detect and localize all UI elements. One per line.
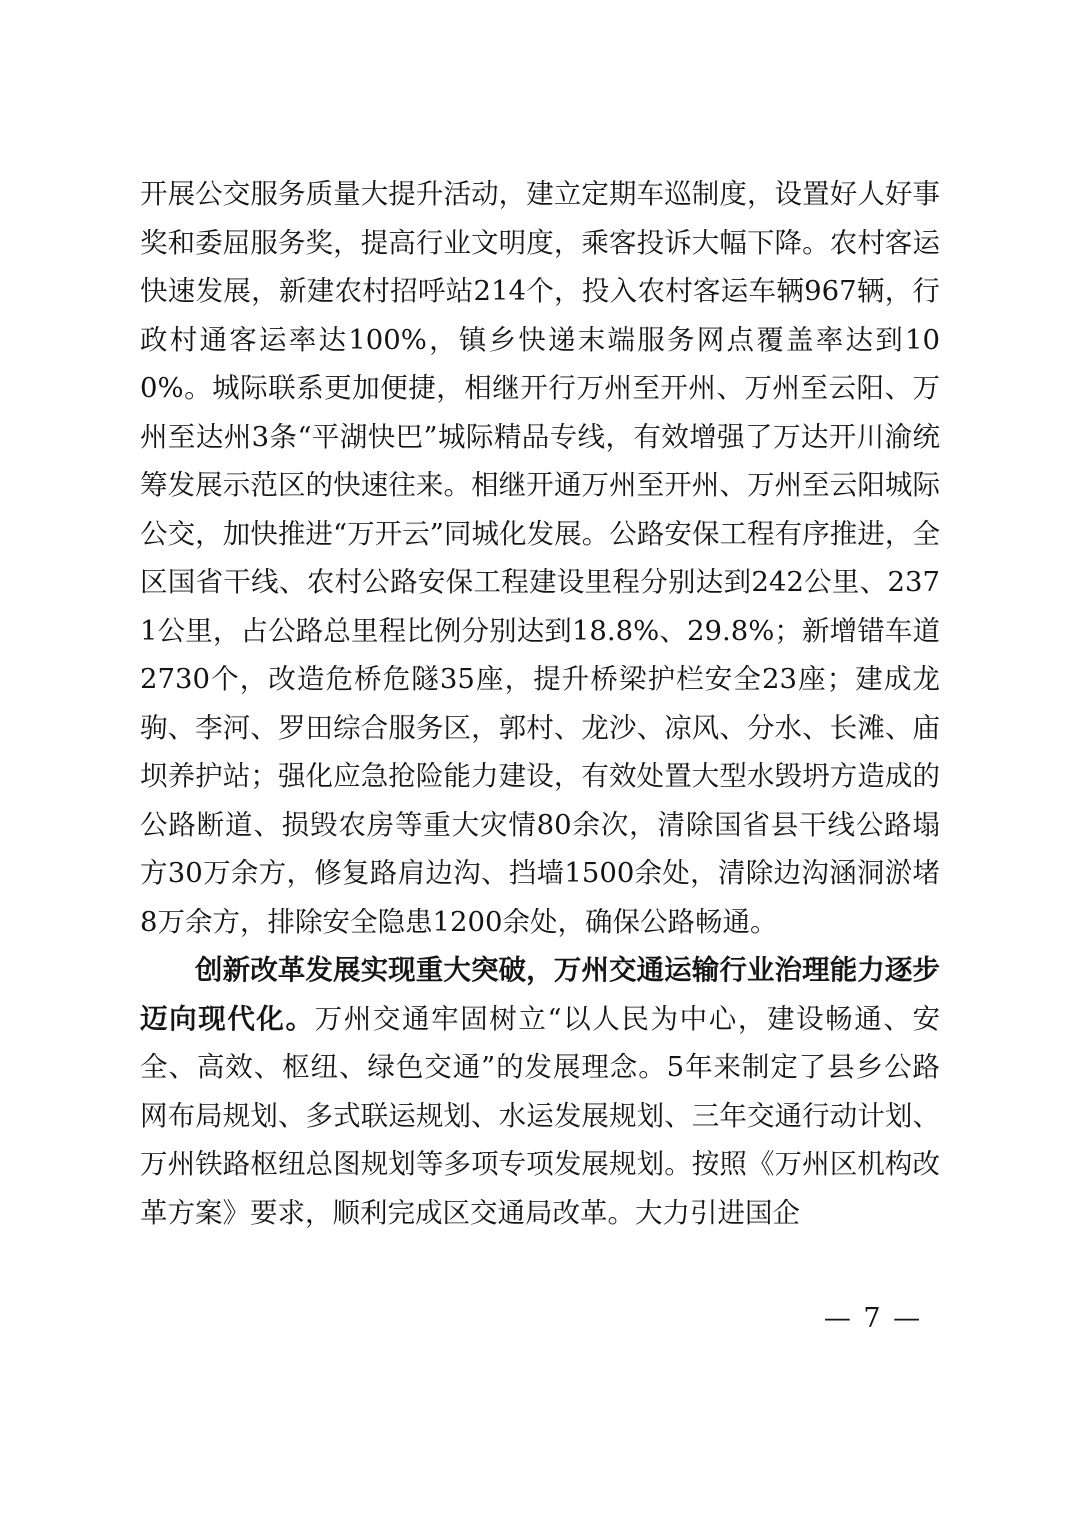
paragraph-1-text: 开展公交服务质量大提升活动，建立定期车巡制度，设置好人好事奖和委屈服务奖，提高行业文明度，乘客投诉大幅下降。农村客运快速发展，新建农村招呼站214个，投入农村客运车辆967辆，行政村通客运率达100%，镇乡快递末端服务网点覆盖率达到100%。城际联系更加便捷，相继开行万州至开州、万州至云阳、万州至达州3条“平湖快巴”城际精品专线，有效增强了万达开川渝统筹发展示范区的快速往来。相继开通万州至开州、万州至云阳城际公交，加快推进“万开云”同城化发展。公路安保工程有序推进，全区国省干线、农村公路安保工程建设里程分别达到242公里、2371公里，占公路总里程比例分别达到18.8%、29.8%；新增错车道2730个，改造危桥危隧35座，提升桥梁护栏安全23座；建成龙驹、李河、罗田综合服务区，郭村、龙沙、凉风、分水、长滩、庙坝养护站；强化应急抢险能力建设，有效处置大型水毁坍方造成的公路断道、损毁农房等重大灾情80余次，清除国省县干线公路塌方30万余方，修复路肩边沟、挡墙1500余处，清除边沟涵洞淤堵8万余方，排除安全隐患1200余处，确保公路畅通。 [140, 178, 940, 938]
page-number: — 7 — [823, 1303, 923, 1334]
paragraph-2-lead: 创新改革发展实现重大突破，万州交通运输行业治理能力逐步迈向现代化。 [140, 954, 940, 1035]
paragraph-2 [140, 946, 940, 1237]
paragraph-2-text: 万州交通牢固树立“以人民为中心，建设畅通、安全、高效、枢纽、绿色交通”的发展理念。5年来制定了县乡公路网布局规划、多式联运规划、水运发展规划、三年交通行动计划、万州铁路枢纽总图规划等多项专项发展规划。按照《万州区机构改革方案》要求，顺利完成区交通局改革。大力引进国企 [140, 1002, 940, 1229]
paragraph-1 [140, 170, 940, 946]
body-text [140, 170, 940, 1237]
